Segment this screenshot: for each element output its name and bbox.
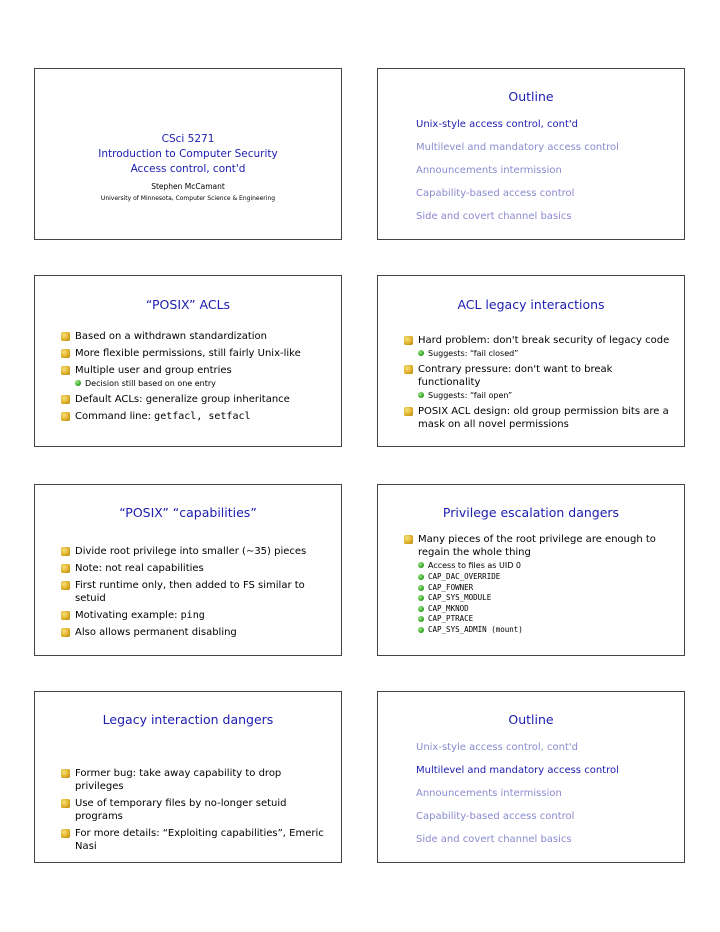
slide-title bbox=[34, 68, 342, 240]
bullet-ball-icon bbox=[61, 581, 70, 590]
slide-title-text: “POSIX” “capabilities” bbox=[119, 505, 257, 520]
outline-item: Unix-style access control, cont'd bbox=[416, 742, 578, 753]
course-name: CSci 5271 bbox=[161, 133, 215, 145]
bullet: Also allows permanent disabling bbox=[61, 626, 331, 639]
title-block bbox=[35, 132, 341, 202]
sub-bullet: Access to files as UID 0 bbox=[404, 560, 674, 572]
bullet: Divide root privilege into smaller (∼35) pieces bbox=[61, 545, 331, 558]
bullet-ball-icon bbox=[61, 564, 70, 573]
sub-bullet-dot-icon bbox=[418, 627, 424, 633]
sub-bullet: Suggests: “fail closed” bbox=[404, 348, 674, 359]
bullet-ball-icon bbox=[61, 412, 70, 421]
outline-item: Unix-style access control, cont'd bbox=[416, 119, 578, 130]
sub-bullet: CAP_FOWNER bbox=[404, 583, 674, 594]
bullet-ball-icon bbox=[61, 769, 70, 778]
slide-title-text: Outline bbox=[508, 89, 554, 104]
bullet-ball-icon bbox=[404, 365, 413, 374]
bullet-list bbox=[404, 533, 674, 635]
bullet-list bbox=[61, 767, 331, 853]
sub-bullet-dot-icon bbox=[418, 562, 424, 568]
bullet: Command line: getfacl, setfacl bbox=[61, 410, 331, 423]
bullet: Many pieces of the root privilege are enough to bbox=[404, 533, 674, 546]
bullet-list bbox=[61, 330, 331, 423]
bullet-ball-icon bbox=[61, 547, 70, 556]
outline-item: Multilevel and mandatory access control bbox=[416, 142, 619, 153]
bullet-ball-icon bbox=[61, 829, 70, 838]
bullet-continuation: mask on all novel permissions bbox=[418, 419, 569, 430]
affiliation: University of Minnesota, Computer Science & Engineering bbox=[100, 195, 276, 202]
bullet-list bbox=[61, 545, 331, 639]
bullet-ball-icon bbox=[61, 332, 70, 341]
bullet-continuation: regain the whole thing bbox=[418, 547, 531, 558]
slide-outline-1 bbox=[377, 68, 685, 240]
sub-bullet: CAP_SYS_ADMIN (mount) bbox=[404, 625, 674, 636]
course-title: Introduction to Computer Security bbox=[98, 148, 278, 160]
bullet: Motivating example: ping bbox=[61, 609, 331, 622]
bullet-ball-icon bbox=[61, 349, 70, 358]
bullet: POSIX ACL design: old group permission bits are a bbox=[404, 405, 674, 418]
sub-bullet: CAP_PTRACE bbox=[404, 614, 674, 625]
sub-bullet-dot-icon bbox=[418, 595, 424, 601]
slide-acl-legacy bbox=[377, 275, 685, 447]
slide-title-text: Privilege escalation dangers bbox=[442, 505, 620, 520]
slide-posix-capabilities bbox=[34, 484, 342, 656]
bullet: Default ACLs: generalize group inheritance bbox=[61, 393, 331, 406]
outline-item: Capability-based access control bbox=[416, 811, 575, 822]
bullet: More flexible permissions, still fairly Unix-like bbox=[61, 347, 331, 360]
bullet: For more details: “Exploiting capabilities”, Emeric Nasi bbox=[61, 827, 331, 853]
slide-outline-2 bbox=[377, 691, 685, 863]
bullet-ball-icon bbox=[404, 336, 413, 345]
sub-bullet-dot-icon bbox=[418, 350, 424, 356]
slide-privilege-escalation bbox=[377, 484, 685, 656]
sub-bullet-dot-icon bbox=[418, 585, 424, 591]
sub-bullet: CAP_MKNOD bbox=[404, 604, 674, 615]
bullet: Note: not real capabilities bbox=[61, 562, 331, 575]
bullet: Based on a withdrawn standardization bbox=[61, 330, 331, 343]
bullet-list bbox=[404, 334, 674, 431]
outline-item: Capability-based access control bbox=[416, 188, 575, 199]
bullet-ball-icon bbox=[404, 407, 413, 416]
bullet: Contrary pressure: don't want to break functionality bbox=[404, 363, 674, 389]
outline-item: Announcements intermission bbox=[416, 788, 562, 799]
sub-bullet: CAP_DAC_OVERRIDE bbox=[404, 572, 674, 583]
sub-bullet: Decision still based on one entry bbox=[61, 378, 331, 389]
bullet-ball-icon bbox=[61, 611, 70, 620]
bullet-ball-icon bbox=[404, 535, 413, 544]
sub-bullet: CAP_SYS_MODULE bbox=[404, 593, 674, 604]
command-code: getfacl, setfacl bbox=[154, 411, 251, 422]
bullet-ball-icon bbox=[61, 628, 70, 637]
command-code: ping bbox=[180, 610, 205, 621]
bullet: Use of temporary files by no-longer setuid programs bbox=[61, 797, 331, 823]
slide-title-text: Outline bbox=[508, 712, 554, 727]
slide-title-text: ACL legacy interactions bbox=[457, 297, 605, 312]
sub-bullet-dot-icon bbox=[418, 606, 424, 612]
bullet: Former bug: take away capability to drop privileges bbox=[61, 767, 331, 793]
sub-bullet-dot-icon bbox=[418, 616, 424, 622]
bullet-ball-icon bbox=[61, 395, 70, 404]
slide-title-text: Legacy interaction dangers bbox=[102, 712, 274, 727]
bullet: Hard problem: don't break security of legacy code bbox=[404, 334, 674, 347]
sub-bullet-dot-icon bbox=[75, 380, 81, 386]
sub-bullet: Suggests: “fail open” bbox=[404, 390, 674, 401]
lecture-title: Access control, cont'd bbox=[130, 163, 246, 175]
outline-item: Multilevel and mandatory access control bbox=[416, 765, 619, 776]
bullet-ball-icon bbox=[61, 366, 70, 375]
bullet-ball-icon bbox=[61, 799, 70, 808]
outline-item: Side and covert channel basics bbox=[416, 211, 572, 222]
bullet: Multiple user and group entries bbox=[61, 364, 331, 377]
author: Stephen McCamant bbox=[151, 182, 225, 191]
slide-title-text: “POSIX” ACLs bbox=[145, 297, 231, 312]
slide-posix-acls bbox=[34, 275, 342, 447]
sub-bullet-dot-icon bbox=[418, 574, 424, 580]
slide-legacy-dangers bbox=[34, 691, 342, 863]
outline-item: Side and covert channel basics bbox=[416, 834, 572, 845]
bullet: First runtime only, then added to FS similar to setuid bbox=[61, 579, 331, 605]
sub-bullet-dot-icon bbox=[418, 392, 424, 398]
outline-item: Announcements intermission bbox=[416, 165, 562, 176]
